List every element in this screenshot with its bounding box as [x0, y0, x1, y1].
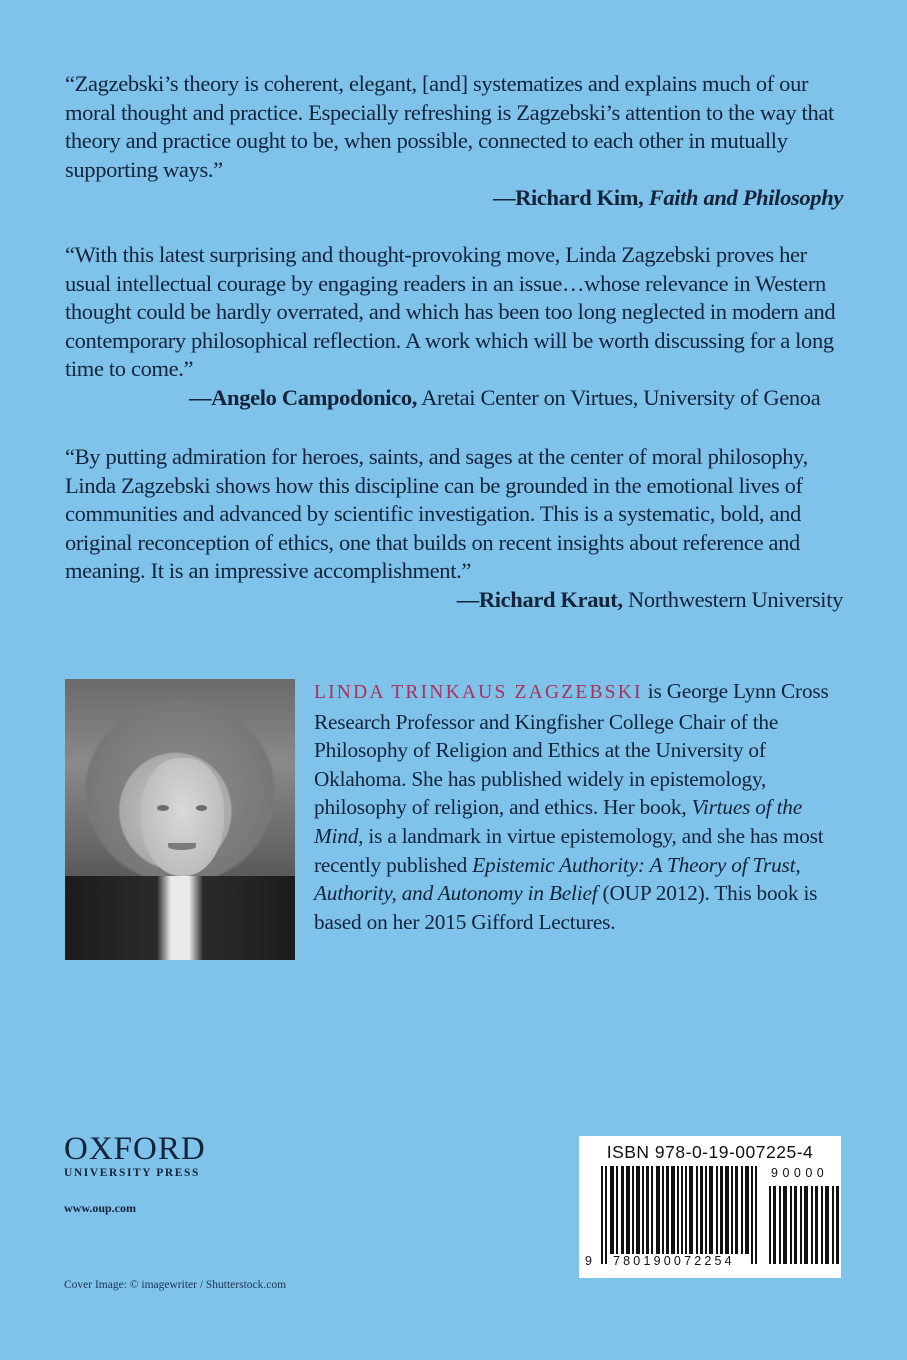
book-title: Epistemic Authority: A Theory of Trust, Authority, and Autonomy in Belief: [314, 852, 801, 906]
isbn-barcode: [579, 1136, 841, 1278]
blurb-richard-kraut: [65, 443, 843, 615]
cover-credit: Cover Image: © imagewriter / Shutterstock.com: [64, 1279, 287, 1291]
blurb-author: —Richard Kim,: [492, 185, 644, 211]
book-title: Virtues of the Mind: [314, 795, 803, 848]
price-code: 90000: [771, 1166, 829, 1180]
blurb-angelo-campodonico: [65, 241, 843, 413]
blurb-attribution: [65, 586, 843, 615]
publisher-url[interactable]: www.oup.com: [64, 1201, 137, 1215]
blurb-author: —Angelo Campodonico,: [189, 384, 418, 410]
photo-eye: [157, 805, 169, 811]
barcode-ean13: [601, 1166, 757, 1264]
bio-text: (OUP 2012). This book is based on her 2015 Gifford Lectures.: [314, 881, 818, 934]
isbn-label: ISBN 978-0-19-007225-4: [606, 1142, 814, 1162]
blurb-author: —Richard Kraut,: [456, 586, 623, 612]
bio-text: , is a landmark in virtue epistemology, and she has most recently published: [314, 823, 824, 877]
blurb-richard-kim: [65, 70, 843, 213]
photo-jacket: [65, 876, 295, 960]
blurb-source: Faith and Philosophy: [648, 185, 843, 211]
blurb-text: “Zagzebski’s theory is coherent, elegant, [and] systematizes and explains much of our moral thought and practice. Especially refreshing is Zagzebski’s attention to the way that theory and practice ought to be, when possible, connected to each other in mutually supporting ways.”: [65, 71, 834, 182]
author-bio: [314, 677, 844, 936]
photo-face: [141, 758, 224, 876]
photo-eye: [196, 805, 208, 811]
barcode-addon: [769, 1186, 841, 1264]
publisher-name: OXFORD: [64, 1131, 206, 1167]
author-photo: [65, 679, 295, 960]
publisher-subtitle: UNIVERSITY PRESS: [64, 1167, 201, 1179]
blurb-attribution: [65, 384, 843, 413]
barcode-digits: 780190072254: [613, 1254, 735, 1268]
blurb-text: “With this latest surprising and thought-provoking move, Linda Zagzebski proves her usual intellectual courage by engaging readers in an issue…whose relevance in Western thought could be hardly overrated, and which has been too long neglected in modern and contemporary philosophical reflection. A work which will be worth discussing for a long time to come.”: [65, 242, 836, 382]
barcode-lead-digit: 9: [585, 1254, 596, 1268]
photo-mouth: [168, 843, 196, 850]
blurb-source: Northwestern University: [627, 586, 843, 612]
blurb-text: “By putting admiration for heroes, saints, and sages at the center of moral philosophy, Linda Zagzebski shows how this discipline can be grounded in the emotional lives of communities and advanced by scientific investigation. This is a systematic, bold, and original reconception of ethics, one that builds on recent insights about reference and meaning. It is an impressive accomplishment.”: [65, 444, 808, 584]
bio-text: is George Lynn Cross Research Professor and Kingfisher College Chair of the Philosophy of Religion and Ethics at the University of Oklahoma. She has published widely in epistemology, philosophy of religion, and ethics. Her book,: [314, 679, 829, 820]
publisher-logo: [64, 1133, 206, 1179]
blurb-attribution: [65, 184, 843, 213]
blurb-source: Aretai Center on Virtues, University of Genoa: [421, 384, 821, 410]
author-name: LINDA TRINKAUS ZAGZEBSKI: [314, 682, 643, 703]
